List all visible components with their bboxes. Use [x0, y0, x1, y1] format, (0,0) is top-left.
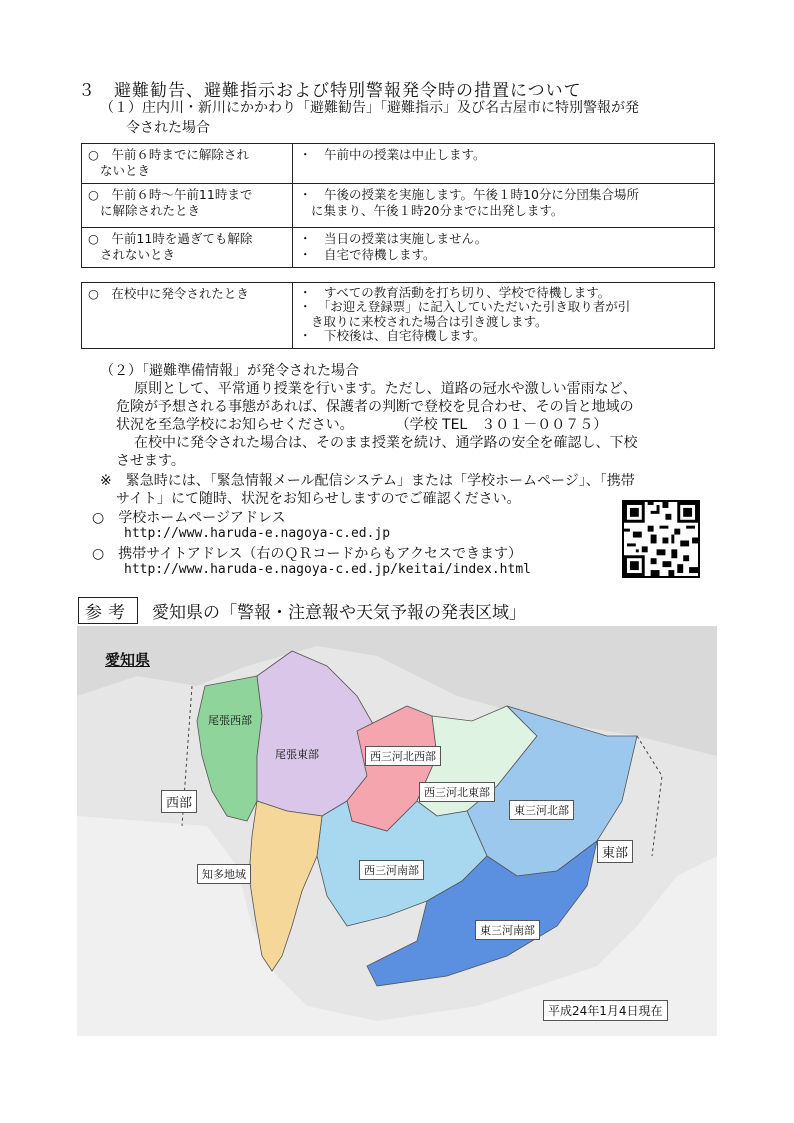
condition-cell: ○ 午前11時を過ぎても解除 されないとき [82, 228, 293, 268]
map-label-owari-west: 尾張西部 [208, 714, 252, 727]
section-title: ３ 避難勧告、避難指示および特別警報発令時の措置について [78, 81, 582, 101]
condition-cell: ○ 午前６時～午前11時まで に解除されたとき [82, 184, 293, 228]
paragraph-line: 原則として、平常通り授業を行います。ただし、道路の冠水や激しい雷雨など、 [134, 381, 637, 397]
table-row [82, 283, 715, 349]
action-cell: ・ 午前中の授業は中止します。 [293, 144, 715, 184]
table-row [82, 144, 715, 184]
map-label-chita: 知多地域 [197, 864, 251, 884]
map-label-higashimikawa-north: 東三河北部 [509, 800, 574, 820]
map-label-higashimikawa-south: 東三河南部 [475, 920, 540, 940]
subsection1-title-line2: 令された場合 [126, 120, 210, 136]
evacuation-table [81, 143, 715, 268]
note-line: サイト」にて随時、状況をお知らせしますのでご確認ください。 [116, 491, 521, 507]
homepage-url[interactable]: http://www.haruda-e.nagoya-c.ed.jp [124, 526, 391, 541]
mobile-url[interactable]: http://www.haruda-e.nagoya-c.ed.jp/keitai/index.html [124, 562, 531, 577]
action-cell: ・ 当日の授業は実施しません。 ・ 自宅で待機します。 [293, 228, 715, 268]
reference-tag: 参考 [78, 597, 138, 624]
reference-title: 愛知県の「警報・注意報や天気予報の発表区域」 [152, 603, 526, 623]
condition-cell: ○ 在校中に発令されたとき [82, 283, 293, 349]
map-date-label: 平成24年1月4日現在 [543, 1000, 668, 1021]
paragraph-line: 危険が予想される事態があれば、保護者の判断で登校を見合わせ、その旨と地域の [116, 399, 634, 415]
paragraph-line: させます。 [116, 453, 185, 469]
map-label-east: 東部 [597, 840, 633, 863]
table-row [82, 184, 715, 228]
table-row [82, 228, 715, 268]
homepage-label: ○ 学校ホームページアドレス [92, 510, 286, 526]
subsection2-title: （２）「避難準備情報」が発令された場合 [100, 363, 359, 379]
mobile-label: ○ 携帯サイトアドレス（右のＱＲコードからもアクセスできます） [92, 546, 522, 562]
condition-cell: ○ 午前６時までに解除され ないとき [82, 144, 293, 184]
paragraph-line: 在校中に発令された場合は、そのまま授業を続け、通学路の安全を確認し、下校 [134, 435, 638, 451]
paragraph-line: 状況を至急学校にお知らせください。 （学校 TEL ３０１－００７５） [116, 417, 608, 433]
map-label-nishimikawa-south: 西三河南部 [359, 860, 424, 880]
action-cell: ・ 午後の授業を実施します。午後１時10分に分団集合場所 に集まり、午後１時20分までに出発します。 [293, 184, 715, 228]
reference-header [78, 597, 526, 624]
note-line: ※ 緊急時には、「緊急情報メール配信システム」または「学校ホームページ」、「携帯 [100, 473, 635, 489]
action-cell: ・ すべての教育活動を打ち切り、学校で待機します。 ・ 「お迎え登録票」に記入していただいた引き取り者が引 き取りに来校された場合は引き渡します。 ・ 下校後は、自宅待機します。 [293, 283, 715, 349]
map-label-nishimikawa-north: 西三河北西部 [365, 746, 441, 766]
qr-code-icon [622, 500, 700, 578]
map-label-owari-east: 尾張東部 [275, 748, 319, 761]
subsection1-title-line1: （１）庄内川・新川にかかわり「避難勧告」「避難指示」及び名古屋市に特別警報が発 [100, 100, 639, 116]
map-label-nishimikawa-northeast: 西三河北東部 [419, 782, 495, 802]
map-label-west: 西部 [161, 790, 197, 813]
in-school-table [81, 282, 715, 349]
aichi-weather-map [77, 626, 717, 1036]
map-prefecture-label: 愛知県 [105, 651, 151, 669]
